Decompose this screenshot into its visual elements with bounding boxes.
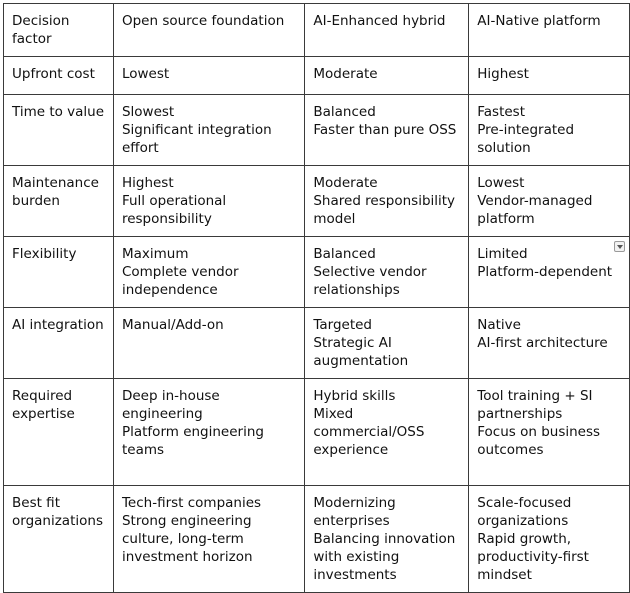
cell-native <box>469 237 630 308</box>
row-factor: Best fit organizations <box>4 486 114 593</box>
cell-hybrid: Hybrid skills Mixed commercial/OSS experience <box>305 379 469 486</box>
cell-hybrid: Moderate <box>305 57 469 95</box>
cell-native: Native AI-first architecture <box>469 308 630 379</box>
table-row <box>4 57 630 95</box>
table-row <box>4 379 630 486</box>
cell-open-source: Slowest Significant integration effort <box>113 95 304 166</box>
row-factor: Time to value <box>4 95 114 166</box>
row-factor: AI integration <box>4 308 114 379</box>
cell-native-text: Limited Platform-dependent <box>477 246 613 280</box>
header-decision-factor: Decision factor <box>4 4 114 57</box>
cell-hybrid: Balanced Selective vendor relationships <box>305 237 469 308</box>
header-open-source-foundation: Open source foundation <box>113 4 304 57</box>
header-ai-native-platform: AI-Native platform <box>469 4 630 57</box>
header-row <box>4 4 630 57</box>
cell-hybrid: Targeted Strategic AI augmentation <box>305 308 469 379</box>
cell-open-source: Lowest <box>113 57 304 95</box>
row-factor: Maintenance burden <box>4 166 114 237</box>
cell-open-source: Maximum Complete vendor independence <box>113 237 304 308</box>
cell-open-source: Manual/Add-on <box>113 308 304 379</box>
cell-open-source: Tech-first companies Strong engineering culture, long-term investment horizon <box>113 486 304 593</box>
cell-native: Lowest Vendor-managed platform <box>469 166 630 237</box>
cell-hybrid: Moderate Shared responsibility model <box>305 166 469 237</box>
cell-open-source: Deep in-house engineering Platform engineering teams <box>113 379 304 486</box>
cell-native: Tool training + SI partnerships Focus on business outcomes <box>469 379 630 486</box>
cell-native: Fastest Pre-integrated solution <box>469 95 630 166</box>
row-factor: Flexibility <box>4 237 114 308</box>
table-row <box>4 166 630 237</box>
cell-native: Highest <box>469 57 630 95</box>
table-row <box>4 486 630 593</box>
table-row <box>4 308 630 379</box>
cell-hybrid: Modernizing enterprises Balancing innovation with existing investments <box>305 486 469 593</box>
header-ai-enhanced-hybrid: AI-Enhanced hybrid <box>305 4 469 57</box>
cell-native: Scale-focused organizations Rapid growth, productivity-first mindset <box>469 486 630 593</box>
cell-dropdown-icon[interactable] <box>614 241 625 252</box>
table-row <box>4 237 630 308</box>
table-row <box>4 95 630 166</box>
comparison-table <box>3 3 630 593</box>
cell-hybrid: Balanced Faster than pure OSS <box>305 95 469 166</box>
row-factor: Upfront cost <box>4 57 114 95</box>
row-factor: Required expertise <box>4 379 114 486</box>
cell-open-source: Highest Full operational responsibility <box>113 166 304 237</box>
